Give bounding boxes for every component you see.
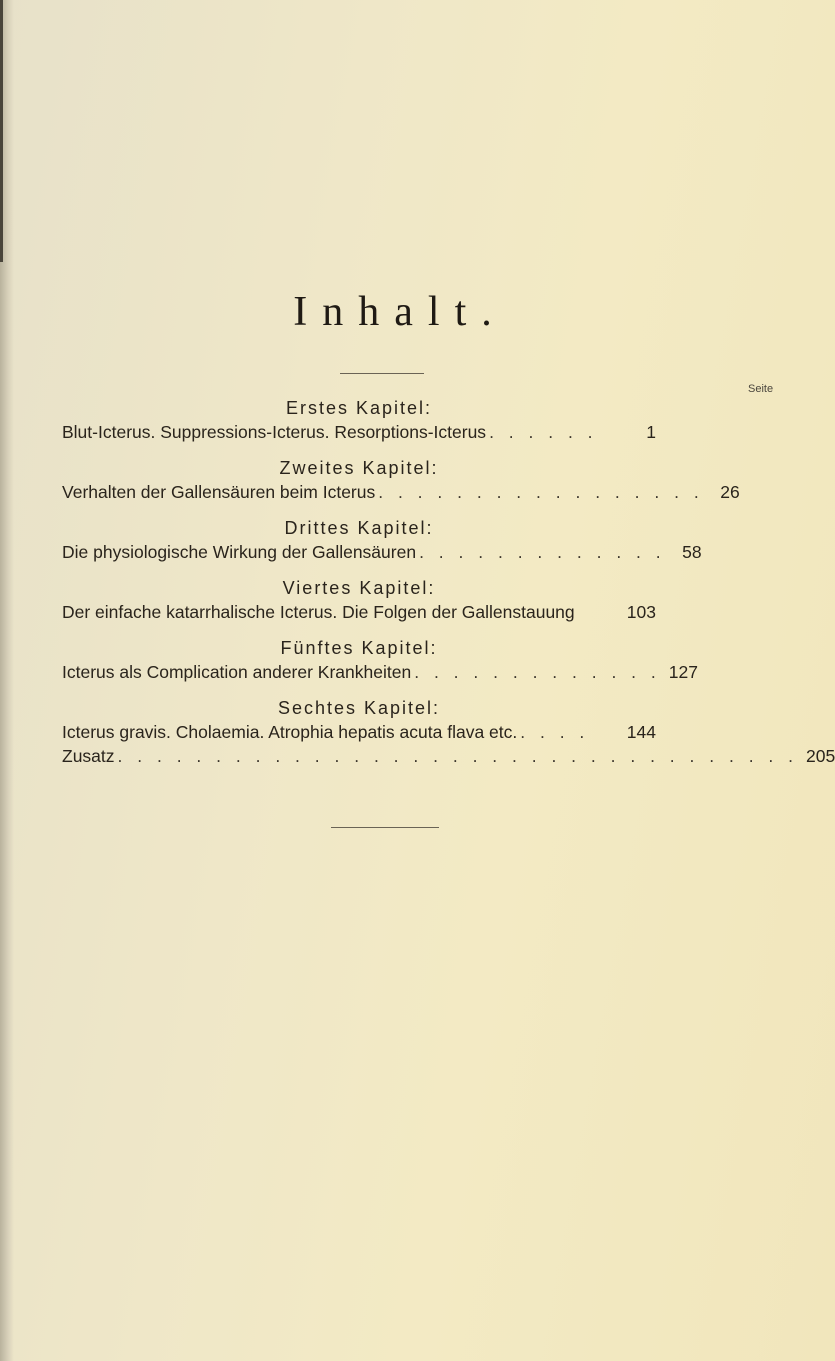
- chapter-heading: Fünftes Kapitel:: [280, 638, 438, 658]
- page-title: Inhalt.: [293, 289, 507, 335]
- toc-entry-page: 26: [720, 482, 740, 502]
- toc-entry: [62, 744, 835, 768]
- table-of-contents: [62, 396, 835, 780]
- toc-entry-page: 103: [626, 602, 656, 622]
- toc-entry-title: Verhalten der Gallensäuren beim Icterus: [62, 482, 376, 502]
- toc-entry: [62, 480, 740, 504]
- toc-entry-title: Icterus gravis. Cholaemia. Atrophia hepatis acuta flava etc.: [62, 722, 518, 742]
- toc-entry-title: Icterus als Complication anderer Krankheiten: [62, 662, 412, 682]
- toc-entry-title: Zusatz: [62, 746, 115, 766]
- toc-entry: [62, 600, 656, 624]
- toc-entry: [62, 720, 656, 744]
- dot-leader: . . . . . . . . . . . . .: [419, 542, 666, 562]
- toc-entry-page: 127: [668, 662, 698, 682]
- dot-leader: . . . . . . . . . . . . . . . . . . . . . . . . . . . . . . . . . . .: [117, 746, 799, 766]
- chapter-heading: Sechtes Kapitel:: [277, 698, 441, 718]
- toc-entry: [62, 420, 656, 444]
- toc-entry-page: 144: [626, 722, 656, 742]
- dot-leader: . . . . . .: [489, 422, 598, 442]
- toc-entry: [62, 660, 698, 684]
- title-rule: [340, 373, 424, 374]
- toc-entry-title: Der einfache katarrhalische Icterus. Die Folgen der Gallenstauung: [62, 602, 575, 622]
- toc-entry-title: Blut-Icterus. Suppressions-Icterus. Resorptions-Icterus: [62, 422, 487, 442]
- chapter-heading: Erstes Kapitel:: [285, 398, 433, 418]
- chapter-heading: Zweites Kapitel:: [279, 458, 439, 478]
- toc-entry-title: Die physiologische Wirkung der Gallensäuren: [62, 542, 417, 562]
- toc-entry: [62, 540, 702, 564]
- dot-leader: . . . . . . . . . . . . .: [414, 662, 661, 682]
- toc-entry-page: 58: [682, 542, 702, 562]
- dot-leader: . . . . . . . . . . . . . . . . .: [378, 482, 704, 502]
- chapter-heading: Viertes Kapitel:: [282, 578, 436, 598]
- closing-rule: [331, 827, 439, 828]
- dot-leader: . . . .: [520, 722, 590, 742]
- chapter-heading: Drittes Kapitel:: [284, 518, 434, 538]
- page-column-header: Seite: [748, 383, 774, 395]
- toc-entry-page: 1: [646, 422, 656, 442]
- toc-entry-page: 205: [806, 746, 835, 766]
